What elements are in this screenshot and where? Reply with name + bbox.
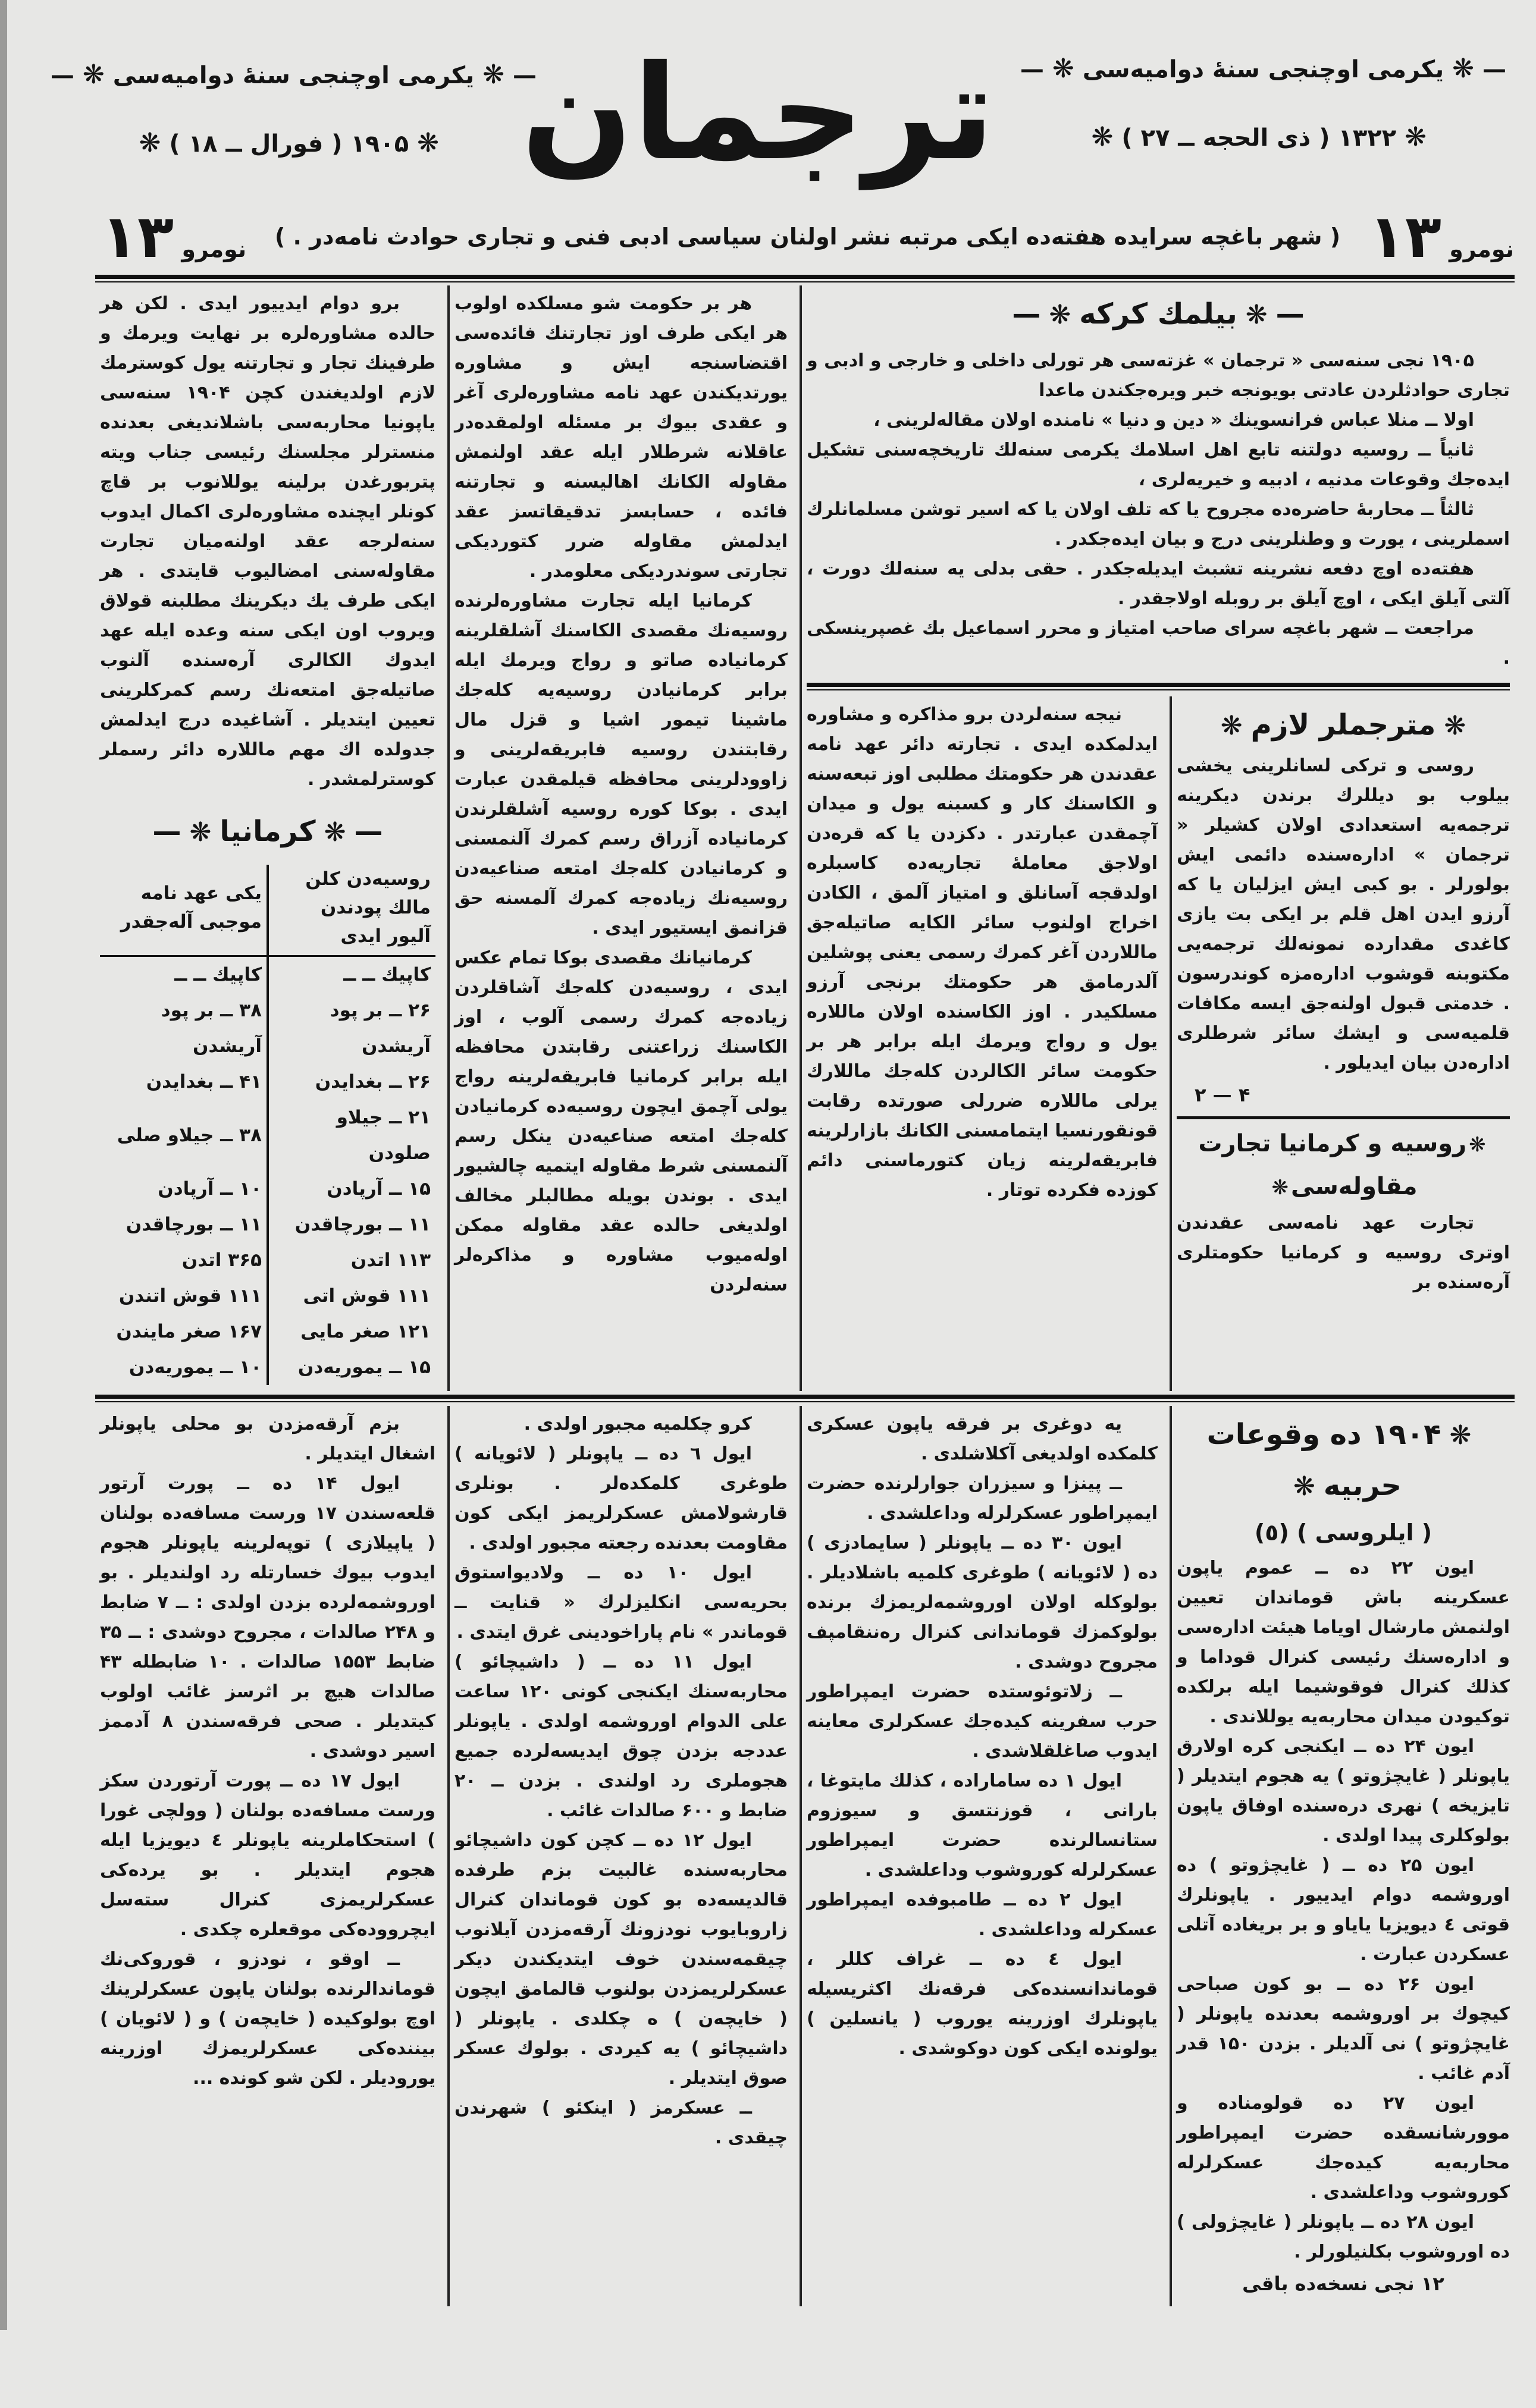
masthead-rule <box>95 275 1515 282</box>
old-tariff-cell: ۲۶ ــ بر پود آریشدن <box>268 993 435 1064</box>
paragraph: ــ زلاتوئوستده حضرت ایمپراطور حرب سفرینه كیده‌جك عسكرلری معاینه ایدوب صاغلقلاشدی . <box>807 1681 1158 1762</box>
war-events-col1 <box>100 1409 435 2093</box>
paragraph: ــ پینزا و سیزران جوارلرنده حضرت ایمپراطور عسكرلرله وداعلشدی . <box>807 1473 1158 1524</box>
table-row <box>100 1314 435 1349</box>
year-label: یكرمی اوچنجی سنهٔ دوامیه‌سی <box>112 62 475 89</box>
ornament-icon <box>1450 1411 1472 1461</box>
paragraph: ایون ۲۵ ده ــ ( غایچژوتو ) ده اوروشمه دوام ایدییور . یاپونلرك قوتی ٤ دیویزیا یایاو و بر بریغاده آتلی عسكردن عبارت . <box>1177 1855 1510 1965</box>
notice-section <box>800 285 1515 696</box>
heading-text: بیلمك كركه <box>1079 297 1237 331</box>
bottom-section <box>95 1406 1514 2306</box>
ornament-icon <box>1405 122 1427 152</box>
paragraph: هفته‌ده اوچ دفعه نشرینه تشبث ایدیله‌جكدر . حقی بدلی یه سنه‌لك دورت ، آلتی آیلق ایكی ، اوچ آیلق بر روبله اولاجقدر . <box>807 558 1510 609</box>
dash-ornament <box>51 62 74 89</box>
hijri-date <box>1114 122 1435 152</box>
paragraph: تجارت عهد نامه‌سی عقدندن اوتری روسیه و كرمانیا حكومتلری آره‌سنده بر <box>1177 1213 1510 1293</box>
notice-heading <box>807 289 1510 340</box>
trade-agreement-heading <box>1177 1123 1510 1208</box>
ornament-icon <box>1052 54 1074 84</box>
war-events-col2 <box>454 1409 788 2153</box>
old-tariff-cell: ۲۱ ــ جیلاو صلودن <box>268 1100 435 1171</box>
dash-ornament <box>1482 56 1506 83</box>
issue-label: نومرو <box>181 236 247 262</box>
heading-text: روسیه و كرمانیا تجارت مقاوله‌سی <box>1198 1130 1467 1200</box>
dash-ornament <box>1020 56 1044 83</box>
masthead <box>7 0 1514 285</box>
year-of-publication-left <box>84 59 537 90</box>
issue-number-left <box>101 201 247 271</box>
column-3 <box>800 696 1162 1391</box>
trade-agreement-section <box>1177 1123 1510 1298</box>
column-3-bottom <box>800 1406 1162 2306</box>
ornament-icon <box>139 128 161 158</box>
newspaper-tagline: ( شهر باغچه سرایده هفته‌ده ایكی مرتبه نشر اولنان سیاسی ادبی فنی و تجاری حوادث نامه‌در . ) <box>274 223 1341 250</box>
paragraph: كرمانیانك مقصدی بوكا تمام عكس ایدی ، روسیه‌دن كله‌جك آشاقلردن زیاده‌جه كمرك رسمی آلوب ، اوز الكاسنك زراعتنی رقابتدن محافظه ایله برابر كرمانیا فابریقه‌لرینه رواج یولی آچمق ایچون روسیه‌ده كرمانیادن كله‌جك امتعه صناعیه‌دن ینكل رسم آلنمسنی شرط مقاوله ایتمیه چالشیور ایدی . بوندن بویله مطالبلر مخالف اولدیغی حالده عقد مقاوله ممكن اوله‌میوب مشاوره و مذاكره‌لر سنه‌لردن <box>454 947 788 1295</box>
ornament-icon <box>1271 1167 1289 1208</box>
article-continuation-col1 <box>100 289 435 795</box>
unit-row <box>100 956 435 993</box>
dash-ornament <box>354 815 383 848</box>
ornament-icon <box>1091 122 1113 152</box>
paragraph: ایول ۲ ده ــ طامبوفده ایمپراطور عسكرله وداعلشدی . <box>807 1889 1158 1940</box>
paragraph: مراجعت ــ شهر باغچه سرای صاحب امتیاز و محرر اسماعیل بك غصپرینسكی . <box>807 618 1510 668</box>
section-rule <box>807 683 1510 690</box>
paragraph: ایول ٦ ده ــ یاپونلر ( لائویانه ) طوغری كلمكده‌لر . بونلری قارشولامش عسكرلریمز ایكی كون مقاومت بعدنده رجعته مجبور اولدی . <box>454 1443 788 1553</box>
translators-heading <box>1177 700 1510 751</box>
new-tariff-cell: ۱۱ ــ بورچاقدن <box>126 1214 262 1235</box>
paragraph: برو دوام ایدییور ایدی . لكن هر حالده مشاوره‌لره بر نهایت ویرمك و طرفینك تجار و تجارتنه یول كوسترمك لازم اولدیغندن كچن ۱۹۰۴ سنه‌سی یاپونیا محاربه‌سی باشلاندیغی بعدنده منسترلر مجلسنك رئیسی جناب ویته پتربورغدن برلینه یوللانوب بر قاچ كونلر ایچنده مشاوره‌لری اكمال ایدوب سنه‌لرجه عقد اولنه‌میان تجارت مقاوله‌سنی امضالیوب قایتدی . هر ایكی طرف یك دیكرینك مطلبنه قولاق ویروب اون ایكی سنه وعده ایله عهد ایدوك الكالری آره‌سنده آلنوب صاتیله‌جق امتعه‌نك رسم كمركلرینی تعیین ایتدیلر . آشاغیده درج ایدلمش جدولده اك مهم ماللاره دائر رسملر كوسترلمشدر . <box>100 293 435 790</box>
new-tariff-cell: ۳۸ ــ بر پود آریشدن <box>161 1000 262 1057</box>
table-row <box>100 1171 435 1207</box>
table-row <box>100 1349 435 1385</box>
ornament-icon <box>482 59 504 90</box>
paragraph: ایول ٤ ده ــ غراف كللر ، قوماندانسنده‌كی فرقه‌نك اكثریسیله یاپونلرك اوزرینه یوروب ( یانسلین ) یولونده ایكی كون دوكوشدی . <box>807 1949 1158 2059</box>
table-row <box>100 1064 435 1100</box>
ornament-icon <box>417 128 439 158</box>
column-header-new-tariff: یكی عهد نامه موجبی آله‌جقدر <box>100 865 268 956</box>
hijri-date-text: ۱۳۲۲ ( ذی الحجه ــ ۲۷ ) <box>1121 124 1397 152</box>
continued-note: ۱۲ نجی نسخه‌ده باقی <box>1242 2272 1444 2295</box>
issue-number: ۱۳ <box>1368 201 1441 271</box>
dash-ornament <box>1012 297 1040 331</box>
ornament-icon <box>324 808 346 858</box>
ornament-icon <box>1293 1462 1315 1512</box>
section-rule <box>1177 1116 1510 1119</box>
old-tariff-cell: ۱۲۱ صغر مایی <box>268 1314 435 1349</box>
dash-ornament <box>1276 297 1305 331</box>
column-1 <box>95 285 440 1391</box>
table-row <box>100 1207 435 1242</box>
dash-ornament <box>153 815 181 848</box>
issue-label: نومرو <box>1449 236 1514 262</box>
war-events-subheading: ( ایلروسی ) (٥) <box>1254 1519 1432 1546</box>
paragraph: نیجه سنه‌لردن برو مذاكره و مشاوره ایدلمكده ایدی . تجارته دائر عهد نامه عقدندن هر حكومتك مطلبی اوز تبعه‌سنه و الكاسنك كار و كسبنه یول و میدان آچمقدن عبارتدر . دكزدن یا كه قره‌دن اولاجق معاملهٔ تجاریه‌ده كاسبلره اولدقجه آسانلق و امتیاز آلمق ، الكادن اخراج اولنوب سائر الكایه صاتیله‌جق ماللاردن آغر كمرك رسمی یعنی پوشلین آلدرمامق هر حكومتك برنجی آرزو مسلكیدر . اوز الكاسنده اولان ماللاره یول و رواج ویرمك ایله برابر هر بر حكومت سائر الكالردن كله‌جك ماللارك یرلی ماللاره ضررلی صورتده رقابت قونقورنسیا ایتمامسنی الكانك بازارلرینه فابریقه‌لرینه زیان كتورماسنی دائم كوزده فكرده توتار . <box>807 704 1158 1201</box>
column-4 <box>1170 696 1515 1391</box>
paragraph: ــ اوقو ، نودزو ، قوروكی‌نك قوماندالرنده بولنان یاپون عسكرلرینك اوچ بولوكیده ( خایچه‌ن ) و ( لائویان ) بیننده‌كی عسكرلریمزك اوزرینه یورودیلر . لكن شو كونده ... <box>100 1949 435 2089</box>
paragraph: اولا ــ منلا عباس فرانسوینك « دین و دنیا » نامنده اولان مقاله‌لرینی ، <box>873 410 1474 431</box>
paragraph: ایون ۲۶ ده ــ بو كون صباحی كیچوك بر اوروشمه بعدنده یاپونلر ( غایچژوتو ) نی آلدیلر . بزدن ۱۵۰ قدر آدم غائب . <box>1177 1974 1510 2084</box>
column-2-bottom <box>447 1406 792 2306</box>
column-1-bottom <box>95 1406 440 2306</box>
germany-heading <box>100 806 435 858</box>
ornament-icon <box>1246 290 1268 340</box>
translators-wanted-ad <box>1177 700 1510 1112</box>
ornament-icon <box>1444 701 1466 751</box>
column-header-old-tariff: روسیه‌دن كلن مالك پودندن آلیور ایدی <box>268 865 435 956</box>
issue-number: ۱۳ <box>101 201 174 271</box>
tariff-table <box>100 865 435 1385</box>
old-tariff-cell: ۱۵ ــ یموریه‌دن <box>268 1349 435 1385</box>
paragraph: ۱۹۰۵ نجی سنه‌سی « ترجمان » غزته‌سی هر تورلی داخلی و خارجی و ادبی و تجاری حوادثلردن عادتی بویونجه خبر ویره‌جكندن ماعدا <box>807 350 1510 401</box>
old-tariff-cell: ۱۵ ــ آرپادن <box>268 1171 435 1207</box>
paragraph: بزم آرقه‌مزدن بو محلی یاپونلر اشغال ایتدیلر . <box>100 1414 435 1464</box>
ad-run-counter: ۴ — ۲ <box>1195 1084 1250 1106</box>
paragraph: ــ عسكرمز ( اینكئو ) شهرندن چیقدی . <box>454 2098 788 2148</box>
paragraph: ایون ۳۰ ده ــ یاپونلر ( سایمادزی ) ده ( لائویانه ) طوغری كلمیه باشلادیلر . بولوكله اولان اوروشمه‌لریمزك برنده بولوكمزك قوماندانی كنرال رەننقامپف مجروح دوشدی . <box>807 1533 1158 1672</box>
ornament-icon <box>190 808 212 858</box>
old-tariff-cell: ۱۱۳ اتدن <box>268 1242 435 1278</box>
heading-text: مترجملر لازم <box>1250 708 1436 742</box>
new-tariff-cell: ۱۰ ــ آرپادن <box>158 1178 262 1200</box>
new-tariff-cell: ۱۱۱ قوش اتندن <box>118 1285 262 1307</box>
paragraph: ایول ۱ ده سامارا‌ده ، كذلك مایتوغا ، بارانی ، قوزنتسق و سیوزوم ستانسالرنده حضرت ایمپراطور عسكرلرله كوروشوب وداعلشدی . <box>807 1770 1158 1880</box>
paragraph: ایول ۱۲ ده ــ كچن كون داشیچائو محاربه‌سنده غالبیت بزم طرفده قالدیسه‌ده بو كون قوماندان كنرال زاروبایوب نودزونك آرقه‌مزدن آیلانوب چیقمه‌سندن خوف ایتدیكندن دیكر عسكرلریمزدن بولنوب قالمامق ایچون ( خایچه‌ن ) ه چكلدی . یاپونلر ( داشیچائو ) یه كیردی . بولوك عسكر صوق ایتدیلر . <box>454 1830 788 2089</box>
new-tariff-cell: ۳۸ ــ جیلاو صلی <box>117 1125 262 1146</box>
old-tariff-cell: ۱۱۱ قوش اتی <box>268 1278 435 1314</box>
table-row <box>100 1100 435 1171</box>
paragraph: ایول ۱۰ ده ــ ولادیواستوق بحریه‌سی انكلیزلرك « قنایت ــ قوماندر » نام پاراخودینی غرق ایتدی . <box>454 1562 788 1643</box>
translators-body <box>1177 751 1510 1078</box>
gregorian-date <box>169 128 447 158</box>
article-trade-col2 <box>454 289 788 1300</box>
war-events-col3 <box>807 1409 1158 2064</box>
war-events-heading <box>1177 1409 1510 1512</box>
table-row <box>100 993 435 1064</box>
table-row <box>100 1278 435 1314</box>
section-rule <box>95 1395 1515 1402</box>
war-events-section <box>1170 1406 1515 2306</box>
ornament-icon <box>1452 54 1474 84</box>
paragraph: هر بر حكومت شو مسلكده اولوب هر ایكی طرف اوز تجارتنك فائده‌سی اقتضاسنجه ایش و مشاوره یورتدیكندن عهد نامه مشاوره‌لری آغر و عقدی بیوك بر مسئله اولمقده‌در عاقلانه شرطلار ایله عقد اولنمش مقاوله الكانك اهالیسنه و تجارتنه فائده ، حسابسز تدقیقاتسز عقد ایدلمش مقاوله ضرر كتوردیكی تجارتی سوندردیكی معلومدر . <box>454 293 788 582</box>
paragraph: كرمانیا ایله تجارت مشاوره‌لرنده روسیه‌نك مقصدی الكاسنك آشلقلرینه كرمانیاده صاتو و رواج ویرمك ایله برابر كرمانیادن روسیه‌یه كله‌جك ماشینا تیمور اشیا و قزل مال رقابتندن روسیه فابریقه‌لرینی و زاوودلرینی محافظه قیلمقدن عبارت ایدی . بوكا كوره روسیه آشلقلرندن كرمانیاده آزراق رسم كمرك آلنمسنی و كرمانیادن كله‌جك امتعه صناعیه‌دن روسیه‌نك زیاده‌جه كمرك آلمسنه حق قزانمق ایستیور ایدی . <box>454 591 788 938</box>
war-events-body <box>1177 1553 1510 2267</box>
article-trade-col3 <box>807 700 1158 1205</box>
ornament-icon <box>83 59 105 90</box>
paragraph: ایون ۲۸ ده ــ یاپونلر ( غایچژولی ) ده اوروشوب بكلنیلورلر . <box>1177 2212 1510 2262</box>
old-tariff-cell: ۲۶ ــ بغدایدن <box>268 1064 435 1100</box>
gregorian-date-text: ۱۹۰۵ ( فورال ــ ۱۸ ) <box>169 130 409 158</box>
heading-text: كرمانیا <box>220 815 316 848</box>
issue-number-right <box>1368 201 1514 271</box>
unit-cell: كاپیك ــ ــ <box>174 964 262 985</box>
old-tariff-cell: ۱۱ ــ بورچاقدن <box>268 1207 435 1242</box>
notice-body <box>807 346 1510 673</box>
heading-text: ۱۹۰۴ ده وقوعات حربیه <box>1206 1418 1441 1502</box>
paragraph: ایون ۲۲ ده ــ عموم یاپون عسكرینه باش قوماندان تعیین اولنمش مارشال اویاما هیئت اداره‌سی و اداره‌سنك رئیسی كنرال قوداما و كذلك كنرال فوقوشیما ایله برلكده توكیودن میدان محاربه‌یه یوللاندی . <box>1177 1558 1510 1727</box>
paragraph: ایول ۱۱ ده ــ ( داشیچائو ) محاربه‌سنك ایكنجی كونی ۱۲۰ ساعت علی الدوام اوروشمه اولدی . یاپونلر عددجه بزدن چوق ایدیسه‌لرده جمیع هجوملری رد اولندی . بزدن ــ ۲۰ ضابط و ۶۰۰ صالدات غائب . <box>454 1652 788 1821</box>
unit-cell: كاپیك ــ ــ <box>268 956 435 993</box>
new-tariff-cell: ۱۰ ــ یموریه‌دن <box>128 1357 262 1378</box>
paragraph: ایون ۲۴ ده ــ ایكنجی كره اولارق یاپونلر ( غایچژوتو ) یه هجوم ایتدیلر ( تایزیخه ) نهری دره‌سنده اوفاق یاپون بولوكلری پیدا اولدی . <box>1177 1736 1510 1846</box>
paragraph: روسی و تركی لسانلرینی یخشی بیلوب بو دیللرك برندن دیكرینه ترجمه‌یه استعدادی اولان كشیلر « ترجمان » اداره‌سنده دائمی ایش بولورلر . بو كبی ایش ایزلیان یا كه آرزو ایدن اهل قلم بر ایكی بت یازی كاغدی مقدارده نمونه‌لك ترجمه‌یی مكتوبنه قوشوب اداره‌مزه كوندرسون . خدمتی قبول اولنه‌جق ایسه مكافات قلمیه‌سی و ایشك سائر شرطلری اداره‌دن بیان ایدیلور . <box>1177 755 1510 1073</box>
paragraph: ایون ۲۷ ده قولومناده و موورشانسقده حضرت ایمپراطور محاربه‌یه كیده‌جك عسكرلرله كوروشوب وداعلشدی . <box>1177 2093 1510 2203</box>
table-row <box>100 1242 435 1278</box>
ornament-icon <box>1049 290 1071 340</box>
new-tariff-cell: ۱۶۷ صغر مایندن <box>116 1321 262 1342</box>
new-tariff-cell: ۴۱ ــ بغدایدن <box>146 1071 262 1092</box>
germany-tariff-section <box>100 806 435 1385</box>
paragraph: ثانیاً ــ روسیه دولتنه تابع اهل اسلامك یكرمی سنه‌لك تاریخچه‌سنی تشكیل ایده‌جك وقوعات مدنیه ، ادبیه و خیریه‌لری ، <box>807 439 1510 490</box>
paragraph: یه دوغری بر فرقه یاپون عسكری كلمكده اولدیغی آكلاشلدی . <box>807 1414 1158 1464</box>
trade-agreement-body <box>1177 1208 1510 1298</box>
table-header-row <box>100 865 435 956</box>
top-section <box>95 285 1514 1391</box>
newspaper-logo: ترجمان <box>521 37 995 189</box>
column-2 <box>447 285 792 1391</box>
paragraph: ایول ۱۷ ده ــ پورت آرتوردن سكز ورست مسافه‌ده بولنان ( وولچی غورا ) استحكاملرینه یاپونلر ٤ دیویزیا ایله هجوم ایتدیلر . بو یرده‌كی عسكرلریمزی كنرال ستەسل ایچرووده‌كی موقعلره چكدی . <box>100 1770 435 1940</box>
ornament-icon <box>1221 701 1243 751</box>
year-of-publication-right <box>1042 54 1506 84</box>
new-tariff-cell: ۳۶۵ اتدن <box>181 1249 262 1271</box>
issue-banner <box>101 201 1514 271</box>
paragraph: ثالثاً ــ محاربهٔ حاضره‌ده مجروح یا كه تلف اولان یا كه اسیر توشن مسلمانلرك اسملرینی ، یورت و وطنلرینی درج و بیان ایده‌جكدر . <box>807 499 1510 550</box>
ornament-icon <box>1469 1124 1486 1166</box>
year-label: یكرمی اوچنجی سنهٔ دوامیه‌سی <box>1082 56 1444 83</box>
paragraph: ایول ۱۴ ده ــ پورت آرتور قلعه‌سندن ۱۷ ورست مسافه‌ده بولنان ( یاپیلازی ) توپه‌لرینه یاپونلر هجوم ایدوب بیوك خسارتله رد اولندیلر . بو اوروشمه‌لرده بزدن اولدی : ــ ۷ ضابط و ۲۴۸ صالدات ، مجروح دوشدی : ــ ۳۵ ضابط ۱۵۵۳ صالدات . ۱۰ ضابطله ۴۳ صالدات هیچ بر اثرسز غائب اولوب كیتدیلر . صحی فرقه‌سندن ۸ آدممز اسیر دوشدی . <box>100 1473 435 1762</box>
paragraph: كرو چكلمیه مجبور اولدی . <box>524 1414 752 1434</box>
